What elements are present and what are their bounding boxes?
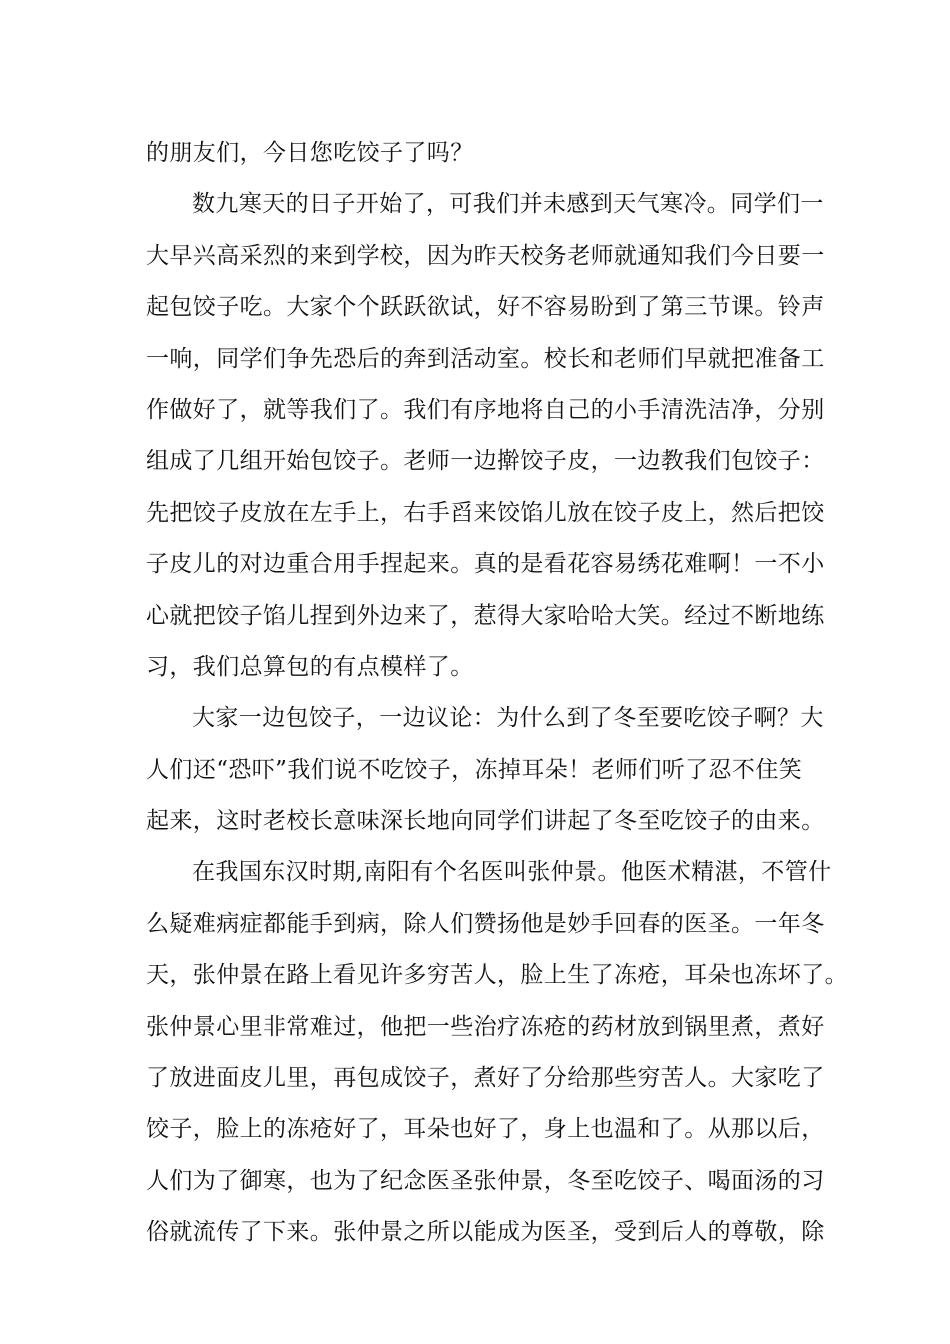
document-body	[146, 128, 848, 1259]
text-line: 饺子，脸上的冻疮好了，耳朵也好了，身上也温和了。从那以后，	[146, 1116, 825, 1143]
text-line: 天，张仲景在路上看见许多穷苦人，脸上生了冻疮，耳朵也冻坏了。	[146, 962, 848, 989]
text-line: 人们还“恐吓”我们说不吃饺子，冻掉耳朵！老师们听了忍不住笑	[146, 756, 803, 783]
text-line: 俗就流传了下来。张仲景之所以能成为医圣，受到后人的尊敬，除	[146, 1219, 825, 1246]
text-line: 张仲景心里非常难过，他把一些治疗冻疮的药材放到锅里煮，煮好	[146, 1013, 825, 1040]
text-line: 数九寒天的日子开始了，可我们并未感到天气寒冷。同学们一	[192, 191, 824, 218]
text-line: 的朋友们，今日您吃饺子了吗？	[146, 140, 474, 166]
text-line: 了放进面皮儿里，再包成饺子，煮好了分给那些穷苦人。大家吃了	[146, 1065, 825, 1092]
text-line: 起来，这时老校长意味深长地向同学们讲起了冬至吃饺子的由来。	[146, 808, 825, 835]
text-line: 在我国东汉时期,南阳有个名医叫张仲景。他医术精湛，不管什	[192, 859, 832, 886]
text-line: 子皮儿的对边重合用手捏起来。真的是看花容易绣花难啊！一不小	[146, 551, 825, 578]
text-line: 大家一边包饺子，一边议论：为什么到了冬至要吃饺子啊？大	[192, 705, 824, 732]
text-line: 么疑难病症都能手到病，除人们赞扬他是妙手回春的医圣。一年冬	[146, 910, 825, 937]
text-line: 人们为了御寒，也为了纪念医圣张仲景，冬至吃饺子、喝面汤的习	[146, 1167, 825, 1194]
text-line: 先把饺子皮放在左手上，右手舀来饺馅儿放在饺子皮上，然后把饺	[146, 499, 825, 526]
text-line: 组成了几组开始包饺子。老师一边擀饺子皮，一边教我们包饺子：	[146, 448, 825, 475]
text-line: 起包饺子吃。大家个个跃跃欲试，好不容易盼到了第三节课。铃声	[146, 294, 825, 321]
text-line: 一响，同学们争先恐后的奔到活动室。校长和老师们早就把准备工	[146, 345, 825, 372]
text-line: 习，我们总算包的有点模样了。	[146, 653, 474, 680]
text-line: 心就把饺子馅儿捏到外边来了，惹得大家哈哈大笑。经过不断地练	[146, 602, 825, 629]
text-line: 作做好了，就等我们了。我们有序地将自己的小手清洗洁净，分别	[146, 396, 825, 423]
text-line: 大早兴高采烈的来到学校，因为昨天校务老师就通知我们今日要一	[146, 242, 825, 269]
